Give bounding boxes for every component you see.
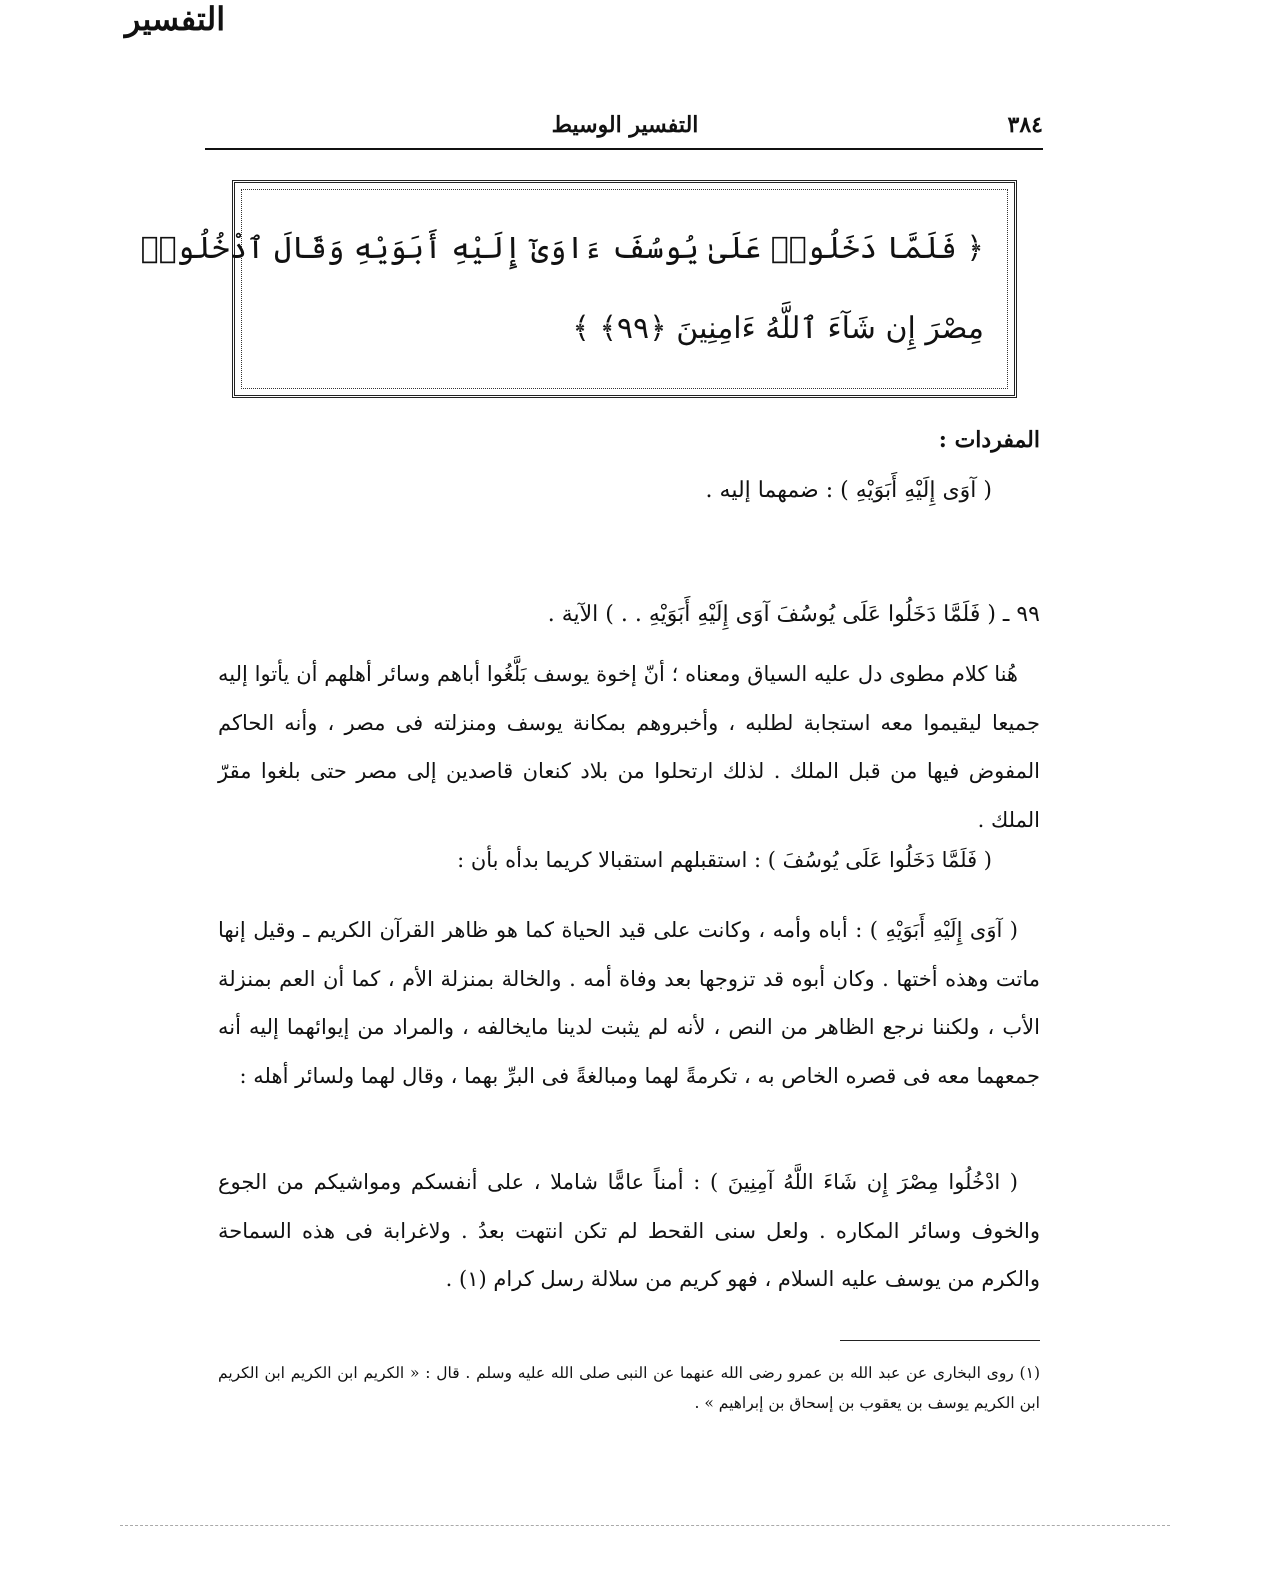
tafsir-line-entered: ( فَلَمَّا دَخَلُوا عَلَى يُوسُفَ ) : استقبلهم استقبالا كريما بدأه بأن : [457, 848, 992, 872]
verse-line-1: ﴿ فَلَمَّا دَخَلُوا۟ عَلَىٰ يُوسُفَ ءَاوَىٰٓ إِلَيْهِ أَبَوَيْهِ وَقَالَ ٱدْخُلُوا۟ [140, 231, 984, 266]
footnote-divider [840, 1340, 1040, 1341]
tafsir-paragraph-2: ( آوَى إِلَيْهِ أَبَوَيْهِ ) : أباه وأمه ، وكانت على قيد الحياة كما هو ظاهر القرآن الكريم ـ وقيل إنها ماتت وهذه أختها . وكان أبوه قد تزوجها بعد وفاة أمه . والخالة بمنزلة الأم ، كما أن العم بمنزلة الأب ، ولكننا نرجع الظاهر من النص ، لأنه لم يثبت لدينا مايخالفه ، والمراد من إيوائهما إليه أنه جمعهما معه فى قصره الخاص به ، تكرمةً لهما ومبالغةً فى البرِّ بهما ، وقال لهما ولسائر أهله : [218, 918, 1040, 1088]
vocabulary-entry: ( آوَى إِلَيْهِ أَبَوَيْهِ ) : ضمهما إليه . [705, 478, 992, 503]
footnote: (١) روى البخارى عن عبد الله بن عمرو رضى الله عنهما عن النبى صلى الله عليه وسلم . قال : « الكريم ابن الكريم ابن الكريم ابن الكريم يوسف بن يعقوب بن إسحاق بن إبراهيم » . [218, 1364, 1040, 1412]
verse-frame [140, 180, 1017, 398]
book-title: التفسير الوسيط [551, 112, 699, 138]
verse-reference: ٩٩ ـ ( فَلَمَّا دَخَلُوا عَلَى يُوسُفَ آوَى إِلَيْهِ أَبَوَيْهِ . . ) الآية . [547, 602, 1040, 627]
page-header [205, 108, 1043, 150]
vocabulary-heading: المفردات : [938, 427, 1040, 453]
tafsir-heading: التفسير [124, 0, 226, 38]
page-number: ٣٨٤ [1007, 112, 1043, 138]
page-bottom-edge [120, 1525, 1170, 1526]
verse-line-2: مِصْرَ إِن شَآءَ ٱللَّهُ ءَامِنِينَ ﴿٩٩﴾ ﴾ [572, 311, 984, 346]
tafsir-paragraph-3: ( ادْخُلُوا مِصْرَ إِن شَاءَ اللَّهُ آمِنِينَ ) : أمناً عامًّا شاملا ، على أنفسكم ومواشيكم من الجوع والخوف وسائر المكاره . ولعل سنى القحط لم تكن انتهت بعدُ . ولاغرابة فى هذه السماحة والكرم من يوسف عليه السلام ، فهو كريم من سلالة رسل كرام (١) . [218, 1170, 1040, 1291]
tafsir-paragraph-1: هُنا كلام مطوى دل عليه السياق ومعناه ؛ أنّ إخوة يوسف بَلَّغُوا أباهم وسائر أهلهم أن يأتوا إليه جميعا ليقيموا معه استجابة لطلبه ، وأخبروهم بمكانة يوسف ومنزلته فى مصر ، وأنه الحاكم المفوض فيها من قبل الملك . لذلك ارتحلوا من بلاد كنعان قاصدين إلى مصر حتى بلغوا مقرّ الملك . [218, 662, 1040, 832]
